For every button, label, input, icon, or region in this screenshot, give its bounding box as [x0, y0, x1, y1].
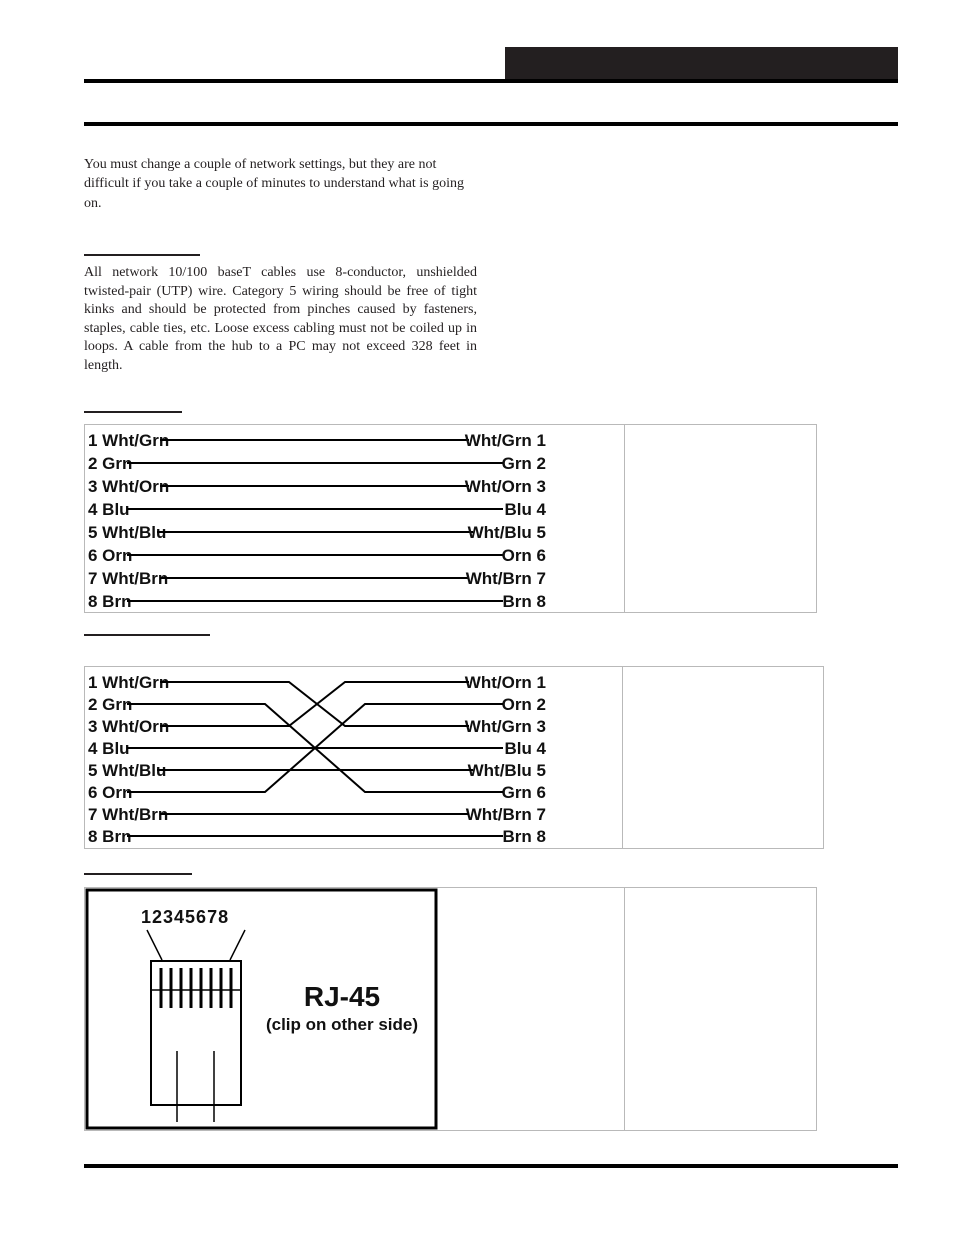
section-rule	[84, 122, 898, 126]
right-pin-label: Wht/Brn 7	[465, 805, 546, 824]
rj45-diagram-box	[84, 887, 817, 1131]
left-pin-label: 8 Brn	[88, 592, 132, 611]
right-pin-label: Grn 2	[501, 454, 546, 473]
right-pin-label: Blu 4	[504, 739, 546, 758]
pin8-pointer	[230, 930, 245, 960]
header-bar	[505, 47, 898, 80]
left-pin-label: 5 Wht/Blu	[88, 761, 167, 780]
right-pin-label: Wht/Orn 3	[464, 477, 546, 496]
right-pin-label: Orn 2	[501, 695, 546, 714]
right-pin-label: Wht/Brn 7	[465, 569, 546, 588]
crossover-diagram	[85, 667, 625, 850]
heading-underline	[84, 634, 210, 636]
left-pin-label: 1 Wht/Grn	[88, 673, 170, 692]
rj45-plug-body	[151, 961, 241, 1105]
intro-paragraph: You must change a couple of network settings, but they are not difficult if you take a couple of minutes to understand what is going on.	[84, 157, 464, 211]
left-pin-label: 6 Orn	[88, 546, 133, 565]
left-pin-label: 3 Wht/Orn	[88, 717, 170, 736]
straight-through-diagram	[85, 425, 625, 614]
rj45-frame	[87, 890, 436, 1128]
left-pin-label: 2 Grn	[88, 695, 133, 714]
right-pin-label: Grn 6	[501, 783, 546, 802]
left-pin-label: 8 Brn	[88, 827, 132, 846]
right-pin-label: Wht/Blu 5	[467, 761, 546, 780]
right-pin-label: Wht/Grn 1	[464, 431, 546, 450]
heading-underline	[84, 411, 182, 413]
right-pin-label: Wht/Orn 1	[464, 673, 546, 692]
footer-rule	[84, 1164, 898, 1168]
left-pin-label: 3 Wht/Orn	[88, 477, 170, 496]
right-pin-label: Orn 6	[501, 546, 546, 565]
right-pin-label: Blu 4	[504, 500, 546, 519]
rj45-subtitle: (clip on other side)	[265, 1015, 419, 1034]
left-pin-label: 6 Orn	[88, 783, 133, 802]
left-pin-label: 4 Blu	[88, 739, 130, 758]
right-pin-label: Brn 8	[502, 827, 546, 846]
rj45-title: RJ-45	[303, 981, 381, 1012]
left-pin-label: 2 Grn	[88, 454, 133, 473]
left-pin-label: 4 Blu	[88, 500, 130, 519]
left-pin-label: 5 Wht/Blu	[88, 523, 167, 542]
right-pin-label: Wht/Grn 3	[464, 717, 546, 736]
crossover-diagram-box	[84, 666, 824, 849]
rj45-contacts	[161, 968, 231, 1008]
right-pin-label: Brn 8	[502, 592, 546, 611]
column-divider	[624, 888, 625, 1130]
straight-through-diagram-box	[84, 424, 817, 613]
right-pin-label: Wht/Blu 5	[467, 523, 546, 542]
header-rule	[84, 79, 898, 83]
pin1-pointer	[147, 930, 162, 960]
cabling-paragraph: All network 10/100 baseT cables use 8-conductor, unshielded twisted-pair (UTP) wire. Category 5 wiring should be free of tight kinks and should be protected from pinches caused by fasteners, staples, cable ties, etc. Loose excess cabling must not be coiled up in loops. A cable from the hub to a PC may not exceed 328 feet in length.	[84, 265, 477, 373]
heading-underline	[84, 873, 192, 875]
rj45-pin-numbers: 12345678	[141, 907, 230, 927]
left-pin-label: 7 Wht/Brn	[88, 569, 169, 588]
heading-underline	[84, 254, 200, 256]
left-pin-label: 1 Wht/Grn	[88, 431, 170, 450]
left-pin-label: 7 Wht/Brn	[88, 805, 169, 824]
rj45-diagram	[85, 888, 445, 1132]
